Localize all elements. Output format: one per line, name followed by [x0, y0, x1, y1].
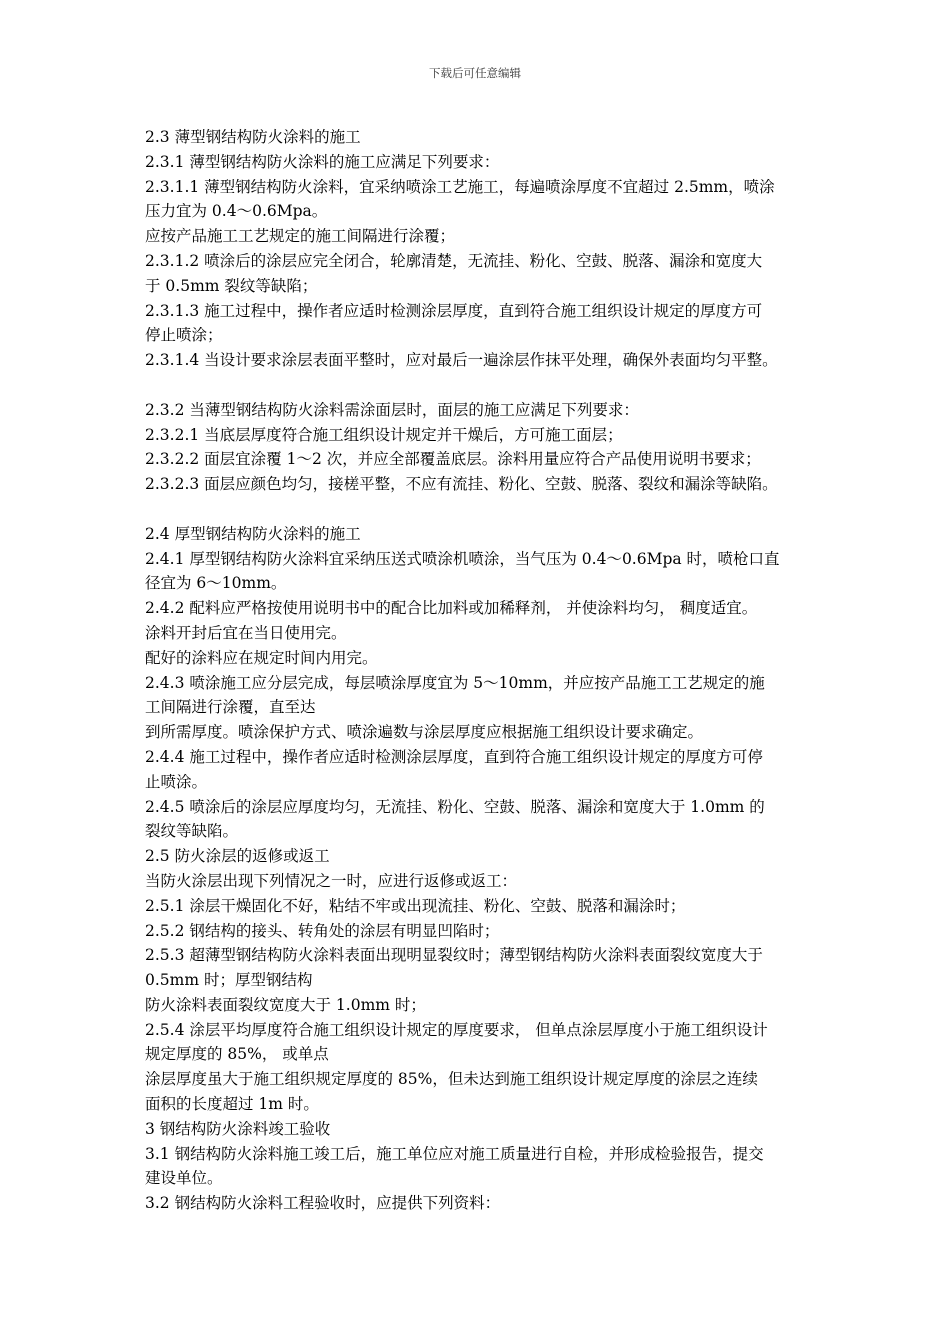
text-line: 压力宜为 0.4～0.6Mpa。: [145, 202, 328, 221]
text-line: 2.4.2 配料应严格按使用说明书中的配合比加料或加稀释剂， 并使涂料均匀， 稠度适宜。: [145, 599, 758, 618]
text-line: 2.3 薄型钢结构防火涂料的施工: [145, 128, 361, 146]
text-line: 2.4.4 施工过程中，操作者应适时检测涂层厚度，直到符合施工组织设计规定的厚度方可停: [145, 747, 763, 766]
text-line: 配好的涂料应在规定时间内用完。: [145, 648, 378, 667]
text-line: 2.5.3 超薄型钢结构防火涂料表面出现明显裂纹时；薄型钢结构防火涂料表面裂纹宽度大于: [145, 946, 763, 965]
text-line: 2.3.1.4 当设计要求涂层表面平整时，应对最后一遍涂层作抹平处理，确保外表面均匀平整。: [145, 351, 778, 370]
text-line: 当防火涂层出现下列情况之一时，应进行返修或返工：: [145, 871, 518, 890]
document-body: [145, 125, 815, 1216]
text-line: 2.3.1.1 薄型钢结构防火涂料，宜采纳喷涂工艺施工，每遍喷涂厚度不宜超过 2.5mm，喷涂: [145, 177, 775, 196]
text-line: 2.3.1 薄型钢结构防火涂料的施工应满足下列要求：: [145, 152, 500, 171]
text-line: 规定厚度的 85%， 或单点: [145, 1045, 329, 1064]
text-line: 2.4.3 喷涂施工应分层完成，每层喷涂厚度宜为 5～10mm，并应按产品施工工艺规定的施: [145, 673, 765, 692]
blank-line: [145, 373, 815, 398]
text-line: 径宜为 6～10mm。: [145, 574, 287, 593]
text-line: 3 钢结构防火涂料竣工验收: [145, 1119, 331, 1138]
text-line: 2.5.4 涂层平均厚度符合施工组织设计规定的厚度要求， 但单点涂层厚度小于施工组织设计: [145, 1020, 768, 1039]
text-line: 到所需厚度。喷涂保护方式、喷涂遍数与涂层厚度应根据施工组织设计要求确定。: [145, 723, 704, 742]
text-line: 2.5.2 钢结构的接头、转角处的涂层有明显凹陷时；: [145, 921, 500, 940]
text-line: 3.2 钢结构防火涂料工程验收时，应提供下列资料：: [145, 1194, 501, 1213]
text-line: 2.3.2.2 面层宜涂覆 1～2 次，并应全部覆盖底层。涂料用量应符合产品使用说明书要求；: [145, 450, 761, 469]
text-line: 3.1 钢结构防火涂料施工竣工后，施工单位应对施工质量进行自检，并形成检验报告，提交: [145, 1144, 764, 1163]
text-line: 停止喷涂；: [145, 326, 223, 345]
text-line: 2.4.5 喷涂后的涂层应厚度均匀，无流挂、粉化、空鼓、脱落、漏涂和宽度大于 1.0mm 的: [145, 797, 765, 816]
text-line: 涂层厚度虽大于施工组织规定厚度的 85%，但未达到施工组织设计规定厚度的涂层之连续: [145, 1070, 758, 1089]
text-line: 工间隔进行涂覆，直至达: [145, 698, 316, 717]
text-line: 于 0.5mm 裂纹等缺陷；: [145, 276, 318, 295]
text-line: 2.4 厚型钢结构防火涂料的施工: [145, 524, 361, 543]
text-line: 防火涂料表面裂纹宽度大于 1.0mm 时；: [145, 995, 426, 1014]
blank-line: [145, 497, 815, 522]
text-line: 2.3.1.3 施工过程中，操作者应适时检测涂层厚度，直到符合施工组织设计规定的厚度方可: [145, 301, 763, 320]
text-line: 2.3.2.1 当底层厚度符合施工组织设计规定并干燥后，方可施工面层；: [145, 425, 623, 444]
text-line: 2.3.2 当薄型钢结构防火涂料需涂面层时，面层的施工应满足下列要求：: [145, 400, 639, 419]
text-line: 0.5mm 时；厚型钢结构: [145, 971, 313, 990]
text-line: 建设单位。: [145, 1169, 223, 1188]
text-line: 应按产品施工工艺规定的施工间隔进行涂覆；: [145, 227, 456, 246]
text-line: 2.3.1.2 喷涂后的涂层应完全闭合，轮廓清楚，无流挂、粉化、空鼓、脱落、漏涂和宽度大: [145, 251, 763, 270]
text-line: 涂料开封后宜在当日使用完。: [145, 623, 347, 642]
text-line: 止喷涂。: [145, 772, 208, 791]
text-line: 2.4.1 厚型钢结构防火涂料宜采纳压送式喷涂机喷涂，当气压为 0.4～0.6Mpa 时，喷枪口直: [145, 549, 780, 568]
text-line: 2.5 防火涂层的返修或返工: [145, 847, 330, 866]
page-header: 下载后可任意编辑: [429, 66, 521, 80]
text-line: 面积的长度超过 1m 时。: [145, 1095, 319, 1114]
text-line: 裂纹等缺陷。: [145, 822, 239, 841]
text-line: 2.5.1 涂层干燥固化不好，粘结不牢或出现流挂、粉化、空鼓、脱落和漏涂时；: [145, 896, 686, 915]
text-line: 2.3.2.3 面层应颜色均匀，接槎平整，不应有流挂、粉化、空鼓、脱落、裂纹和漏涂等缺陷。: [145, 475, 778, 494]
